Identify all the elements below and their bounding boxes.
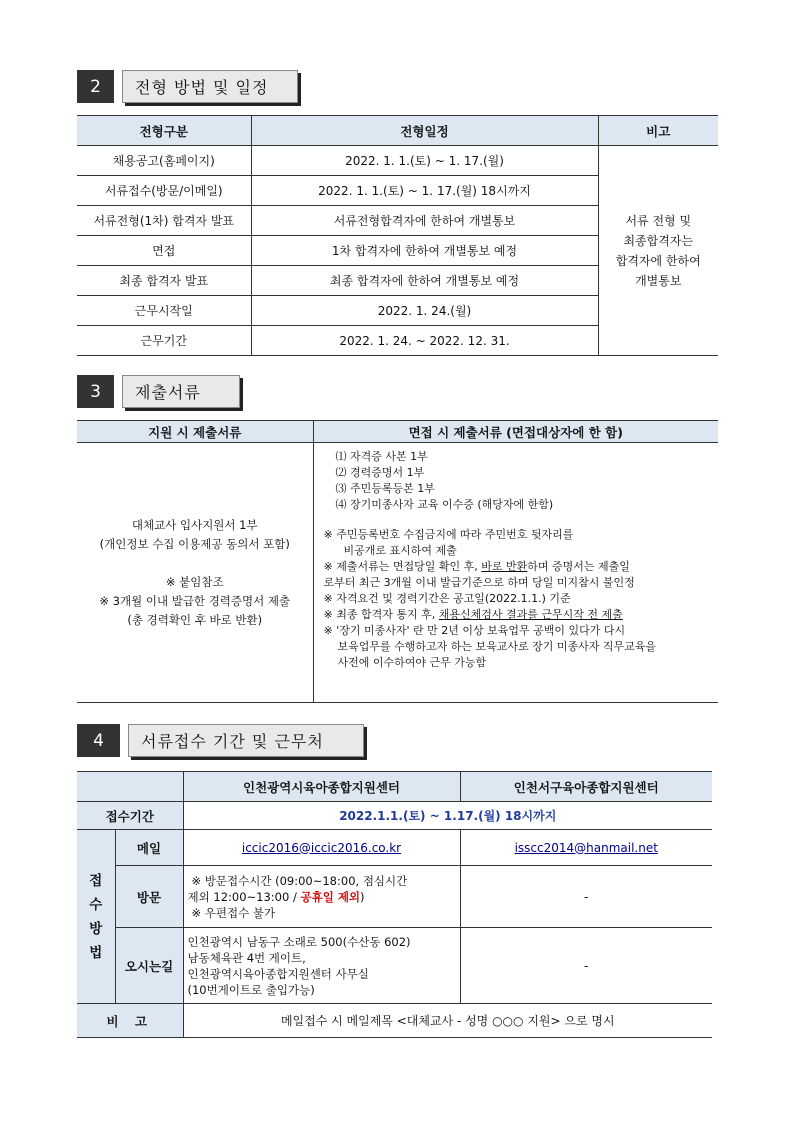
- notice-underline: 바로 반환: [481, 560, 528, 573]
- notice-text: ※ 최종 합격자 통지 후,: [323, 608, 439, 621]
- header-blank: [77, 772, 183, 802]
- note-line: 최종합격자는: [623, 233, 694, 248]
- schedule-cell: 1차 합격자에 한하여 개별통보 예정: [251, 236, 598, 266]
- visit-line: ※ 우편접수 불가: [191, 905, 276, 920]
- header-note: 비고: [598, 116, 718, 146]
- schedule-cell: 서류전형합격자에 한하여 개별통보: [251, 206, 598, 236]
- holiday-note: 공휴일 제외: [300, 889, 361, 904]
- method-char: 방: [89, 920, 103, 937]
- notice-line: 로부터 최근 3개월 이내 발급기준으로 하며 당일 미지참시 불인정: [323, 576, 635, 589]
- visit-text: ): [360, 889, 365, 904]
- stage-cell: 근무기간: [77, 326, 251, 356]
- notice-text: 하며 증명서는 제출일: [527, 560, 630, 573]
- visit-line: [188, 889, 456, 905]
- section-number: 2: [77, 70, 114, 103]
- doc-item: ⑶ 주민등록등본 1부: [335, 482, 435, 495]
- note-line: 서류 전형 및: [625, 213, 692, 228]
- header-center-1: 인천광역시육아종합지원센터: [183, 772, 460, 802]
- directions-cell: [183, 928, 460, 1004]
- apply-line: 대체교사 입사지원서 1부: [131, 517, 258, 532]
- schedule-cell: 2022. 1. 1.(토) ~ 1. 17.(월) 18시까지: [251, 176, 598, 206]
- notice-line: [324, 559, 713, 575]
- email-label: 메일: [115, 830, 183, 866]
- notice-line: ※ '장기 미종사자' 란 만 2년 이상 보육업무 공백이 있다가 다시: [323, 624, 626, 637]
- stage-cell: 서류전형(1차) 합격자 발표: [77, 206, 251, 236]
- doc-item: ⑵ 경력증명서 1부: [335, 466, 425, 479]
- section-title: 전형 방법 및 일정: [122, 70, 298, 103]
- documents-table: [77, 420, 718, 703]
- section-3-heading: [77, 375, 240, 408]
- section-2-heading: [77, 70, 298, 103]
- method-label: [77, 830, 115, 1004]
- stage-cell: 면접: [77, 236, 251, 266]
- section-number: 4: [77, 724, 120, 757]
- stage-cell: 최종 합격자 발표: [77, 266, 251, 296]
- method-char: 수: [89, 896, 103, 913]
- notice-line: 비공개로 표시하여 제출: [343, 544, 457, 557]
- apply-docs-cell: [77, 443, 313, 703]
- email-2-cell: [460, 830, 712, 866]
- doc-list: [324, 449, 713, 513]
- notice-text: ※ 제출서류는 면접당일 확인 후,: [323, 560, 482, 573]
- email-1-cell: [183, 830, 460, 866]
- note-line: 개별통보: [635, 273, 682, 288]
- stage-cell: 서류접수(방문/이메일): [77, 176, 251, 206]
- stage-cell: 근무시작일: [77, 296, 251, 326]
- schedule-cell: 최종 합격자에 한하여 개별통보 예정: [251, 266, 598, 296]
- visit-2-cell: -: [460, 866, 712, 928]
- schedule-cell: 2022. 1. 24.(월): [251, 296, 598, 326]
- apply-line: (총 경력확인 후 바로 반환): [127, 612, 263, 627]
- note-cell: [598, 146, 718, 356]
- section-title: 서류접수 기간 및 근무처: [128, 724, 364, 757]
- header-stage: 전형구분: [77, 116, 251, 146]
- period-label: 접수기간: [77, 802, 183, 830]
- apply-line: ※ 붙임참조: [165, 574, 224, 589]
- notice-line: ※ 주민등록번호 수집금지에 따라 주민번호 뒷자리를: [323, 528, 574, 541]
- notice-line: 사전에 이수하여야 근무 가능함: [337, 656, 487, 669]
- method-char: 접: [89, 872, 103, 889]
- reception-table: [77, 771, 712, 1038]
- direction-line: 남동체육관 4번 게이트,: [187, 950, 306, 965]
- notice-line: 보육업무를 수행하고자 하는 보육교사로 장기 미종사자 직무교육을: [337, 640, 657, 653]
- interview-docs-cell: [313, 443, 718, 703]
- period-value: 2022.1.1.(토) ~ 1.17.(월) 18시까지: [183, 802, 712, 830]
- notice-line: ※ 자격요건 및 경력기간은 공고일(2022.1.1.) 기준: [323, 592, 571, 605]
- direction-line: 인천광역시육아종합지원센터 사무실: [187, 966, 369, 981]
- visit-line: ※ 방문접수시간 (09:00~18:00, 점심시간: [191, 873, 408, 888]
- header-schedule: 전형일정: [251, 116, 598, 146]
- remarks-label: 비 고: [77, 1004, 183, 1038]
- section-4-heading: [77, 724, 364, 757]
- header-apply-docs: 지원 시 제출서류: [77, 421, 313, 443]
- section-title: 제출서류: [122, 375, 240, 408]
- schedule-table: [77, 115, 718, 356]
- header-interview-docs: 면접 시 제출서류 (면접대상자에 한 함): [313, 421, 718, 443]
- email-link-1[interactable]: iccic2016@iccic2016.co.kr: [241, 840, 402, 855]
- section-number: 3: [77, 375, 114, 408]
- remarks-value: 메일접수 시 메일제목 <대체교사 - 성명 ○○○ 지원> 으로 명시: [183, 1004, 712, 1038]
- apply-line: [81, 554, 309, 573]
- note-line: 합격자에 한하여: [615, 253, 701, 268]
- schedule-cell: 2022. 1. 1.(토) ~ 1. 17.(월): [251, 146, 598, 176]
- notice-line: [324, 607, 713, 623]
- doc-item: ⑷ 장기미종사자 교육 이수증 (해당자에 한함): [335, 498, 554, 511]
- visit-label: 방문: [115, 866, 183, 928]
- notice-underline: 채용신체검사 결과를 근무시작 전 제출: [438, 608, 623, 621]
- directions-2-cell: -: [460, 928, 712, 1004]
- apply-line: (개인정보 수집 이용제공 동의서 포함): [99, 536, 290, 551]
- email-link-2[interactable]: isscc2014@hanmail.net: [514, 840, 658, 855]
- schedule-cell: 2022. 1. 24. ~ 2022. 12. 31.: [251, 326, 598, 356]
- direction-line: (10번게이트로 출입가능): [187, 982, 315, 997]
- direction-line: 인천광역시 남동구 소래로 500(수산동 602): [187, 934, 411, 949]
- header-center-2: 인천서구육아종합지원센터: [460, 772, 712, 802]
- method-char: 법: [89, 944, 103, 961]
- doc-item: ⑴ 자격증 사본 1부: [335, 450, 428, 463]
- visit-text: 제외 12:00~13:00 /: [187, 889, 301, 904]
- directions-label: 오시는길: [115, 928, 183, 1004]
- stage-cell: 채용공고(홈페이지): [77, 146, 251, 176]
- visit-info-cell: [183, 866, 460, 928]
- apply-line: ※ 3개월 이내 발급한 경력증명서 제출: [99, 593, 291, 608]
